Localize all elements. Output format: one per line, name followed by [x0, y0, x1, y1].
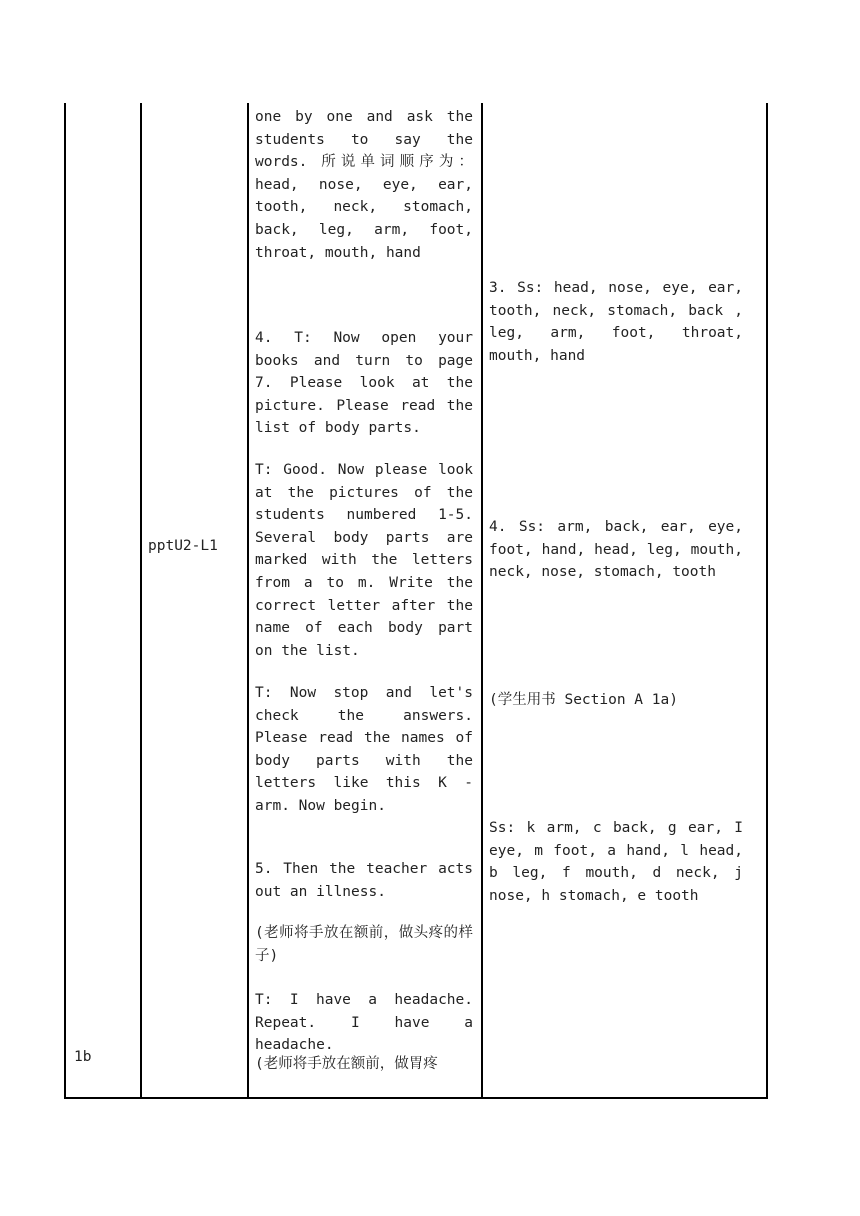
student-paragraph: 4. Ss: arm, back, ear, eye, foot, hand, head, leg, mouth, neck, nose, stomach, tooth [489, 519, 743, 581]
teacher-paragraph: T: I have a headache. Repeat. I have a headache. [255, 992, 473, 1054]
column-divider-2 [247, 103, 249, 1098]
student-paragraph: (学生用书 Section A 1a) [489, 692, 678, 708]
step-label: 1b [74, 1049, 92, 1065]
table-left-border [64, 103, 66, 1098]
teacher-paragraph: 5. Then the teacher acts out an illness. [255, 861, 473, 900]
teacher-paragraph: 4. T: Now open your books and turn to page 7. Please look at the picture. Please read the list of body parts. [255, 330, 473, 437]
column-divider-1 [140, 103, 142, 1098]
teacher-paragraph: (老师将手放在额前，做胃疼 [255, 1056, 438, 1072]
student-paragraph: 3. Ss: head, nose, eye, ear, tooth, neck, stomach, back , leg, arm, foot, throat, mouth, hand [489, 280, 743, 364]
table-right-border [766, 103, 768, 1098]
column-divider-3 [481, 103, 483, 1098]
teacher-paragraph: (老师将手放在额前，做头疼的样子) [255, 925, 473, 964]
teacher-paragraph: one by one and ask the students to say the words. 所说单词顺序为：head, nose, eye, ear, tooth, neck, stomach, back, leg, arm, foot, throat, mouth, hand [255, 109, 473, 261]
resource-label: pptU2-L1 [148, 538, 218, 554]
student-paragraph: Ss: k arm, c back, g ear, I eye, m foot, a hand, l head, b leg, f mouth, d neck, j nose, h stomach, e tooth [489, 820, 743, 904]
table-bottom-border [64, 1097, 768, 1099]
teacher-paragraph: T: Now stop and let's check the answers. Please read the names of body parts with the letters like this K - arm. Now begin. [255, 685, 473, 814]
teacher-paragraph: T: Good. Now please look at the pictures of the students numbered 1-5. Several body parts are marked with the letters from a to m. Write the correct letter after the name of each body part on the list. [255, 462, 473, 659]
